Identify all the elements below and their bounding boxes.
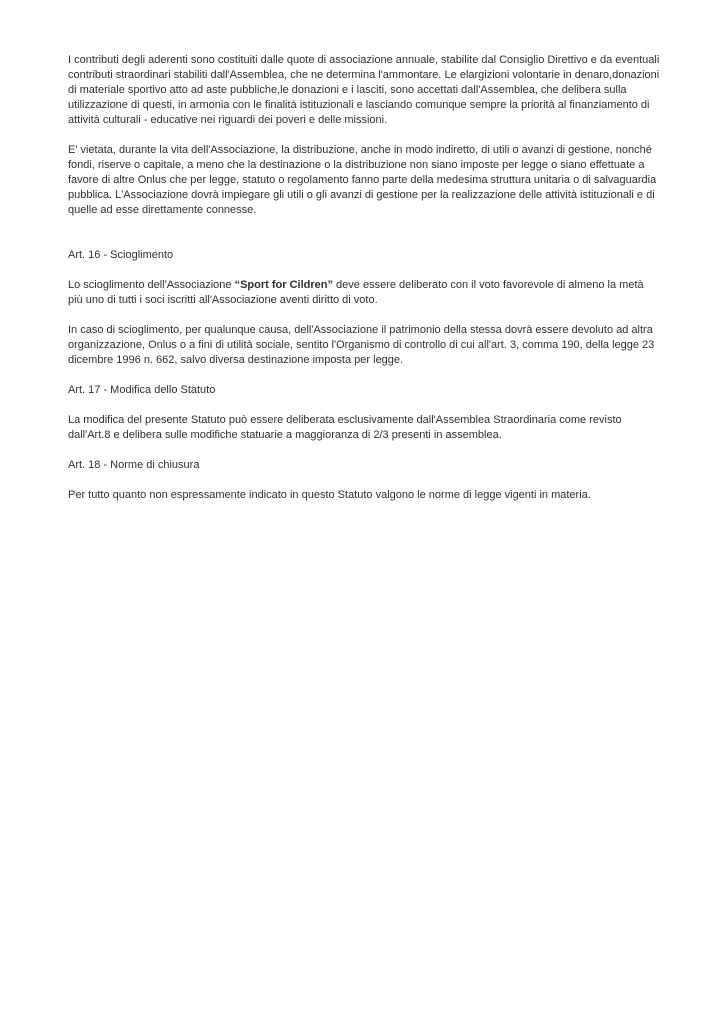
dissolution-text-before-bold: Lo scioglimento dell'Associazione bbox=[68, 279, 235, 291]
paragraph-profit-distribution-ban: E' vietata, durante la vita dell'Associazione, la distribuzione, anche in modo indiretto, di utili o avanzi di gestione, nonché fondi, riserve o capitale, a meno che la destinazione o la distribuzione non siano imposte per legge o siano effettuate a favore di altre Onlus che per legge, statuto o regolamento fanno parte della medesima struttura unitaria o di salvaguardia pubblica. L'Associazione dovrà impiegare gli utili o gli avanzi di gestione per la realizzazione delle attività istituzionali e di quelle ad esse direttamente connesse. bbox=[68, 144, 657, 216]
paragraph-membership-contributions: I contributi degli aderenti sono costituiti dalle quote di associazione annuale, stabilite dal Consiglio Direttivo e da eventuali contributi straordinari stabiliti dall'Assemblea, che ne determina l'ammontare. Le elargizioni volontarie in denaro,donazioni di materiale sportivo atto ad aste pubbliche,le donazioni e i lasciti, sono accettati dall'Assemblea, che delibera sulla utilizzazione di questi, in armonia con le finalità istituzionali e lasciando comunque sempre la priorità al finanziamento di attività culturali - educative nei riguardi dei poveri e delle missioni. bbox=[68, 54, 660, 126]
dissolution-text-after-bold: deve essere deliberato con il voto favorevole di almeno la metà più uno di tutti i soci iscritti all'Associazione aventi diritto di voto. bbox=[68, 279, 644, 306]
paragraph-statute-modification: La modifica del presente Statuto può essere deliberata esclusivamente dall'Assemblea Straordinaria come revisto dall'Art.8 e delibera sulle modifiche statuarie a maggioranza di 2/3 presenti in assemblea. bbox=[68, 414, 622, 441]
paragraph-closing-norms: Per tutto quanto non espressamente indicato in questo Statuto valgono le norme di legge vigenti in materia. bbox=[68, 489, 591, 501]
association-name-bold: “Sport for Cildren” bbox=[234, 279, 333, 291]
heading-art-18-norme-di-chiusura: Art. 18 - Norme di chiusura bbox=[68, 459, 200, 471]
paragraph-assets-devolution: In caso di scioglimento, per qualunque causa, dell'Associazione il patrimonio della stessa dovrà essere devoluto ad altra organizzazione, Onlus o a fini di utilità sociale, sentito l'Organismo di controllo di cui all'art. 3, comma 190, della legge 23 dicembre 1996 n. 662, salvo diversa destinazione imposta per legge. bbox=[68, 324, 655, 366]
heading-art-16-scioglimento: Art. 16 - Scioglimento bbox=[68, 249, 174, 261]
paragraph-dissolution-vote bbox=[68, 278, 660, 308]
heading-art-17-modifica-statuto: Art. 17 - Modifica dello Statuto bbox=[68, 384, 216, 396]
